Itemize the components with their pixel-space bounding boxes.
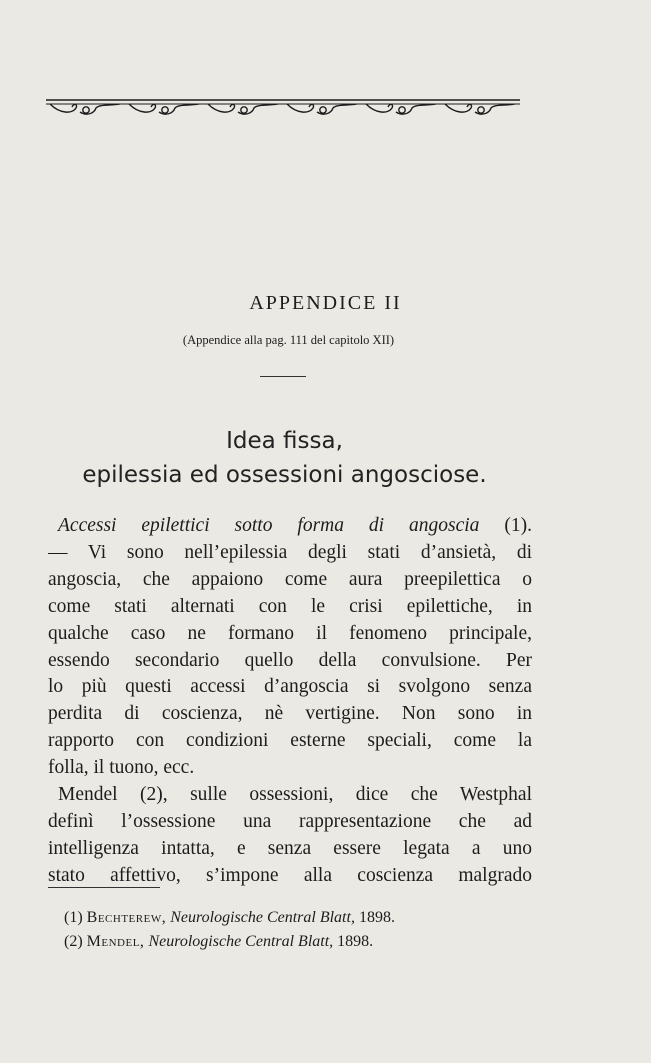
text-line: stato affettivo, s’impone alla coscienza malgrado [48, 864, 532, 886]
footnote-rule [48, 887, 160, 888]
section-title-line-1: Idea fissa, [226, 428, 343, 454]
footnote-1 [64, 906, 524, 930]
footnotes [64, 906, 524, 954]
scroll-ornament-bead [320, 107, 326, 113]
text-line: rapporto con condizioni esterne speciali, come la [48, 730, 532, 752]
text-line: intelligenza intatta, e senza essere legata a uno [48, 837, 532, 859]
text-line: Mendel (2), sulle ossessioni, dice che Westphal [58, 784, 532, 806]
footnote-number: (1) [64, 909, 83, 926]
section-title-line-2: epilessia ed ossessioni angosciose. [82, 462, 487, 488]
text-line: definì l’ossessione una rappresentazione che ad [48, 810, 532, 832]
section-title [0, 424, 569, 492]
scroll-ornament-bead [241, 107, 247, 113]
scroll-ornament-bead [399, 107, 405, 113]
scroll-ornament-bead [83, 107, 89, 113]
text-line: come stati alternati con le crisi epilettiche, in [48, 595, 532, 617]
footnote-author: Mendel, [86, 933, 145, 950]
scroll-ornament-bead [162, 107, 168, 113]
footnote-work: Neurologische Central Blatt, [170, 909, 355, 926]
text-line [48, 513, 532, 540]
text-line: qualche caso ne formano il fenomeno principale, [48, 622, 532, 644]
ornamental-header-band [46, 98, 520, 120]
footnote-year: 1898. [358, 909, 395, 926]
footnote-author: Bechterew, [86, 909, 167, 926]
text-run: (1). [479, 515, 532, 536]
italic-heading-run: Accessi epilettici sotto forma di angoscia [58, 515, 480, 536]
text-line: lo più questi accessi d’angoscia si svolgono senza [48, 676, 532, 698]
body-text [48, 513, 532, 890]
text-line: — Vi sono nell’epilessia degli stati d’ansietà, di [48, 541, 532, 563]
text-line: folla, il tuono, ecc. [48, 757, 195, 779]
footnote-2 [64, 930, 524, 954]
footnote-work: Neurologische Central Blatt, [148, 933, 334, 950]
scroll-ornament-bead [478, 107, 484, 113]
appendix-subtitle: (Appendice alla pag. 111 del capitolo XII) [182, 333, 395, 347]
separator-rule [260, 376, 306, 377]
appendix-title: APPENDICE II [249, 292, 402, 314]
text-line: angoscia, che appaiono come aura preepilettica o [48, 568, 532, 590]
text-line: essendo secondario quello della convulsione. Per [48, 649, 532, 671]
text-line: perdita di coscienza, nè vertigine. Non sono in [48, 703, 532, 725]
footnote-year: 1898. [337, 933, 374, 950]
footnote-number: (2) [64, 933, 83, 950]
